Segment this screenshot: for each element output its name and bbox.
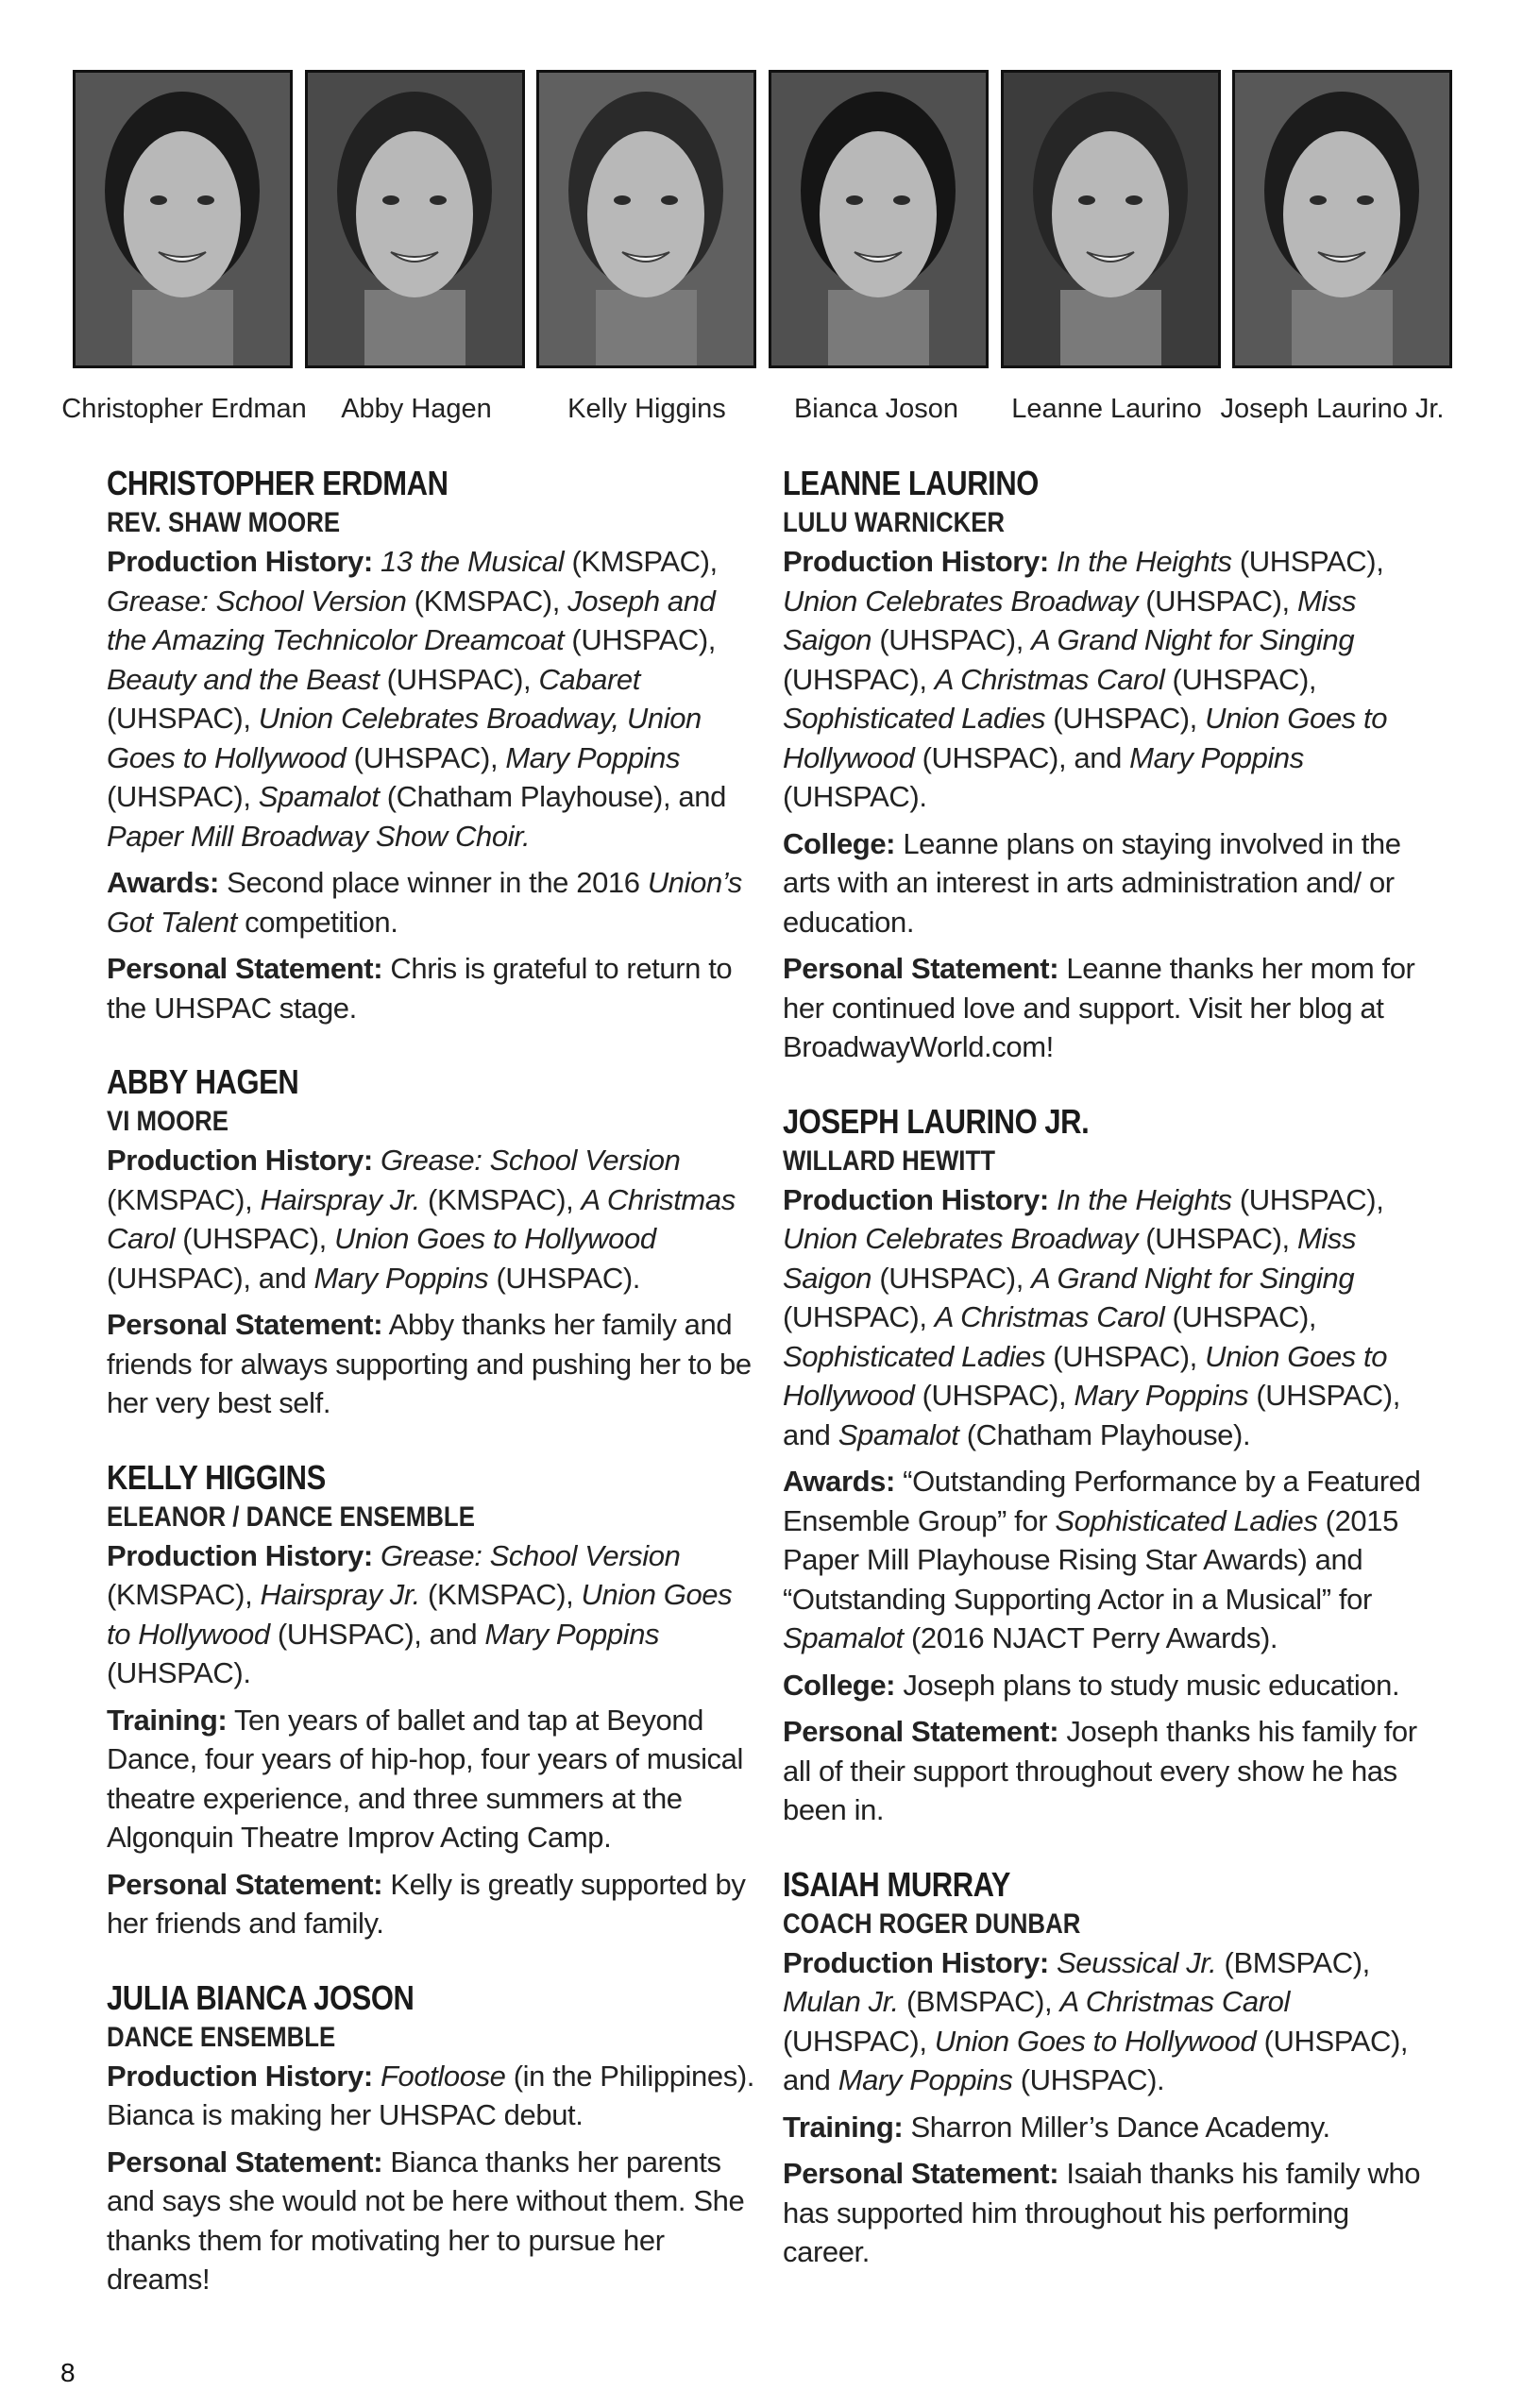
college: College: Joseph plans to study music education. — [783, 1668, 1400, 1702]
production-history: Production History: In the Heights (UHSPAC), Union Celebrates Broadway (UHSPAC), Miss Saigon (UHSPAC), A Grand Night for Singing (UHSPAC), A Christmas Carol (UHSPAC), Sophisticated Ladies (UHSPAC), Union Goes to Hollywood (UHSPAC), Mary Poppins (UHSPAC), and Spamalot (Chatham Playhouse). — [783, 1182, 1400, 1451]
personal-statement: Personal Statement: Joseph thanks his family for all of their support throughout every show he has been in. — [783, 1715, 1417, 1826]
bio-role: COACH ROGER DUNBAR — [783, 1908, 1081, 1940]
bio-joseph-laurino-jr — [783, 1101, 1434, 1830]
personal-statement: Personal Statement: Leanne thanks her mom for her continued love and support. Visit her blog at BroadwayWorld.com! — [783, 952, 1415, 1063]
headshot-christopher-erdman — [73, 70, 293, 368]
headshot-kelly-higgins — [536, 70, 756, 368]
bio-role: REV. SHAW MOORE — [107, 507, 341, 538]
photo-caption: Joseph Laurino Jr. — [1220, 394, 1445, 424]
bio-name: ABBY HAGEN — [107, 1062, 299, 1101]
personal-statement: Personal Statement: Isaiah thanks his family who has supported him throughout his performing career. — [783, 2157, 1421, 2268]
bio-kelly-higgins — [107, 1457, 758, 1943]
headshot-joseph-laurino — [1232, 70, 1452, 368]
production-history: Production History: Footloose (in the Philippines). Bianca is making her UHSPAC debut. — [107, 2059, 754, 2131]
training: Training: Sharron Miller’s Dance Academy. — [783, 2110, 1330, 2144]
awards: Awards: “Outstanding Performance by a Featured Ensemble Group” for Sophisticated Ladies (2015 Paper Mill Playhouse Rising Star Awards) and “Outstanding Supporting Actor in a Musical” for Spamalot (2016 NJACT Perry Awards). — [783, 1465, 1421, 1654]
headshot-row — [73, 70, 1461, 372]
page-number: 8 — [60, 2358, 76, 2387]
bio-abby-hagen — [107, 1061, 758, 1423]
bio-name: LEANNE LAURINO — [783, 464, 1039, 502]
personal-statement: Personal Statement: Kelly is greatly supported by her friends and family. — [107, 1867, 746, 1940]
bio-name: JOSEPH LAURINO JR. — [783, 1101, 1090, 1141]
production-history: Production History: Grease: School Version (KMSPAC), Hairspray Jr. (KMSPAC), Union Goes to Hollywood (UHSPAC), and Mary Poppins (UHSPAC). — [107, 1538, 733, 1689]
headshot-bianca-joson — [769, 70, 989, 368]
bio-role: ELEANOR / DANCE ENSEMBLE — [107, 1501, 475, 1533]
right-column — [783, 463, 1434, 2306]
bio-leanne-laurino — [783, 463, 1434, 1067]
photo-caption: Christopher Erdman — [61, 394, 307, 424]
awards: Awards: Second place winner in the 2016 Union’s Got Talent competition. — [107, 866, 742, 939]
bio-christopher-erdman — [107, 463, 758, 1027]
headshot-abby-hagen — [305, 70, 525, 368]
bio-name: JULIA BIANCA JOSON — [107, 1977, 415, 2017]
headshot-leanne-laurino — [1001, 70, 1221, 368]
bio-name: KELLY HIGGINS — [107, 1457, 326, 1497]
bio-julia-bianca-joson — [107, 1977, 758, 2299]
training: Training: Ten years of ballet and tap at Beyond Dance, four years of hip-hop, four years of musical theatre experience, and three summers at the Algonquin Theatre Improv Acting Camp. — [107, 1703, 743, 1854]
bio-role: DANCE ENSEMBLE — [107, 2021, 336, 2053]
photo-caption: Bianca Joson — [793, 394, 959, 424]
photo-caption: Abby Hagen — [341, 394, 492, 424]
photo-caption: Kelly Higgins — [567, 394, 726, 424]
personal-statement: Personal Statement: Chris is grateful to return to the UHSPAC stage. — [107, 952, 733, 1025]
production-history: Production History: 13 the Musical (KMSPAC), Grease: School Version (KMSPAC), Joseph and the Amazing Technicolor Dreamcoat (UHSPAC), Beauty and the Beast (UHSPAC), Cabaret (UHSPAC), Union Celebrates Broadway, Union Goes to Hollywood (UHSPAC), Mary Poppins (UHSPAC), Spamalot (Chatham Playhouse), and Paper Mill Broadway Show Choir. — [107, 545, 726, 853]
production-history: Production History: Grease: School Version (KMSPAC), Hairspray Jr. (KMSPAC), A Christmas Carol (UHSPAC), Union Goes to Hollywood (UHSPAC), and Mary Poppins (UHSPAC). — [107, 1144, 736, 1295]
bio-name: CHRISTOPHER ERDMAN — [107, 464, 448, 502]
left-column — [107, 463, 758, 2333]
personal-statement: Personal Statement: Bianca thanks her parents and says she would not be here without them. She thanks them for motivating her to pursue her dreams! — [107, 2145, 745, 2296]
personal-statement: Personal Statement: Abby thanks her family and friends for always supporting and pushing her to be her very best self. — [107, 1308, 752, 1419]
college: College: Leanne plans on staying involved in the arts with an interest in arts administration and/ or education. — [783, 826, 1401, 939]
bio-role: WILLARD HEWITT — [783, 1145, 995, 1177]
production-history: Production History: In the Heights (UHSPAC), Union Celebrates Broadway (UHSPAC), Miss Saigon (UHSPAC), A Grand Night for Singing (UHSPAC), A Christmas Carol (UHSPAC), Sophisticated Ladies (UHSPAC), Union Goes to Hollywood (UHSPAC), and Mary Poppins (UHSPAC). — [783, 545, 1388, 813]
bio-name: ISAIAH MURRAY — [783, 1864, 1010, 1904]
bio-isaiah-murray — [783, 1864, 1434, 2272]
bio-role: LULU WARNICKER — [783, 507, 1006, 538]
bio-role: VI MOORE — [107, 1106, 229, 1137]
photo-caption: Leanne Laurino — [1011, 394, 1202, 424]
production-history: Production History: Seussical Jr. (BMSPAC), Mulan Jr. (BMSPAC), A Christmas Carol (UHSPAC), Union Goes to Hollywood (UHSPAC), and Mary Poppins (UHSPAC). — [783, 1945, 1409, 2096]
